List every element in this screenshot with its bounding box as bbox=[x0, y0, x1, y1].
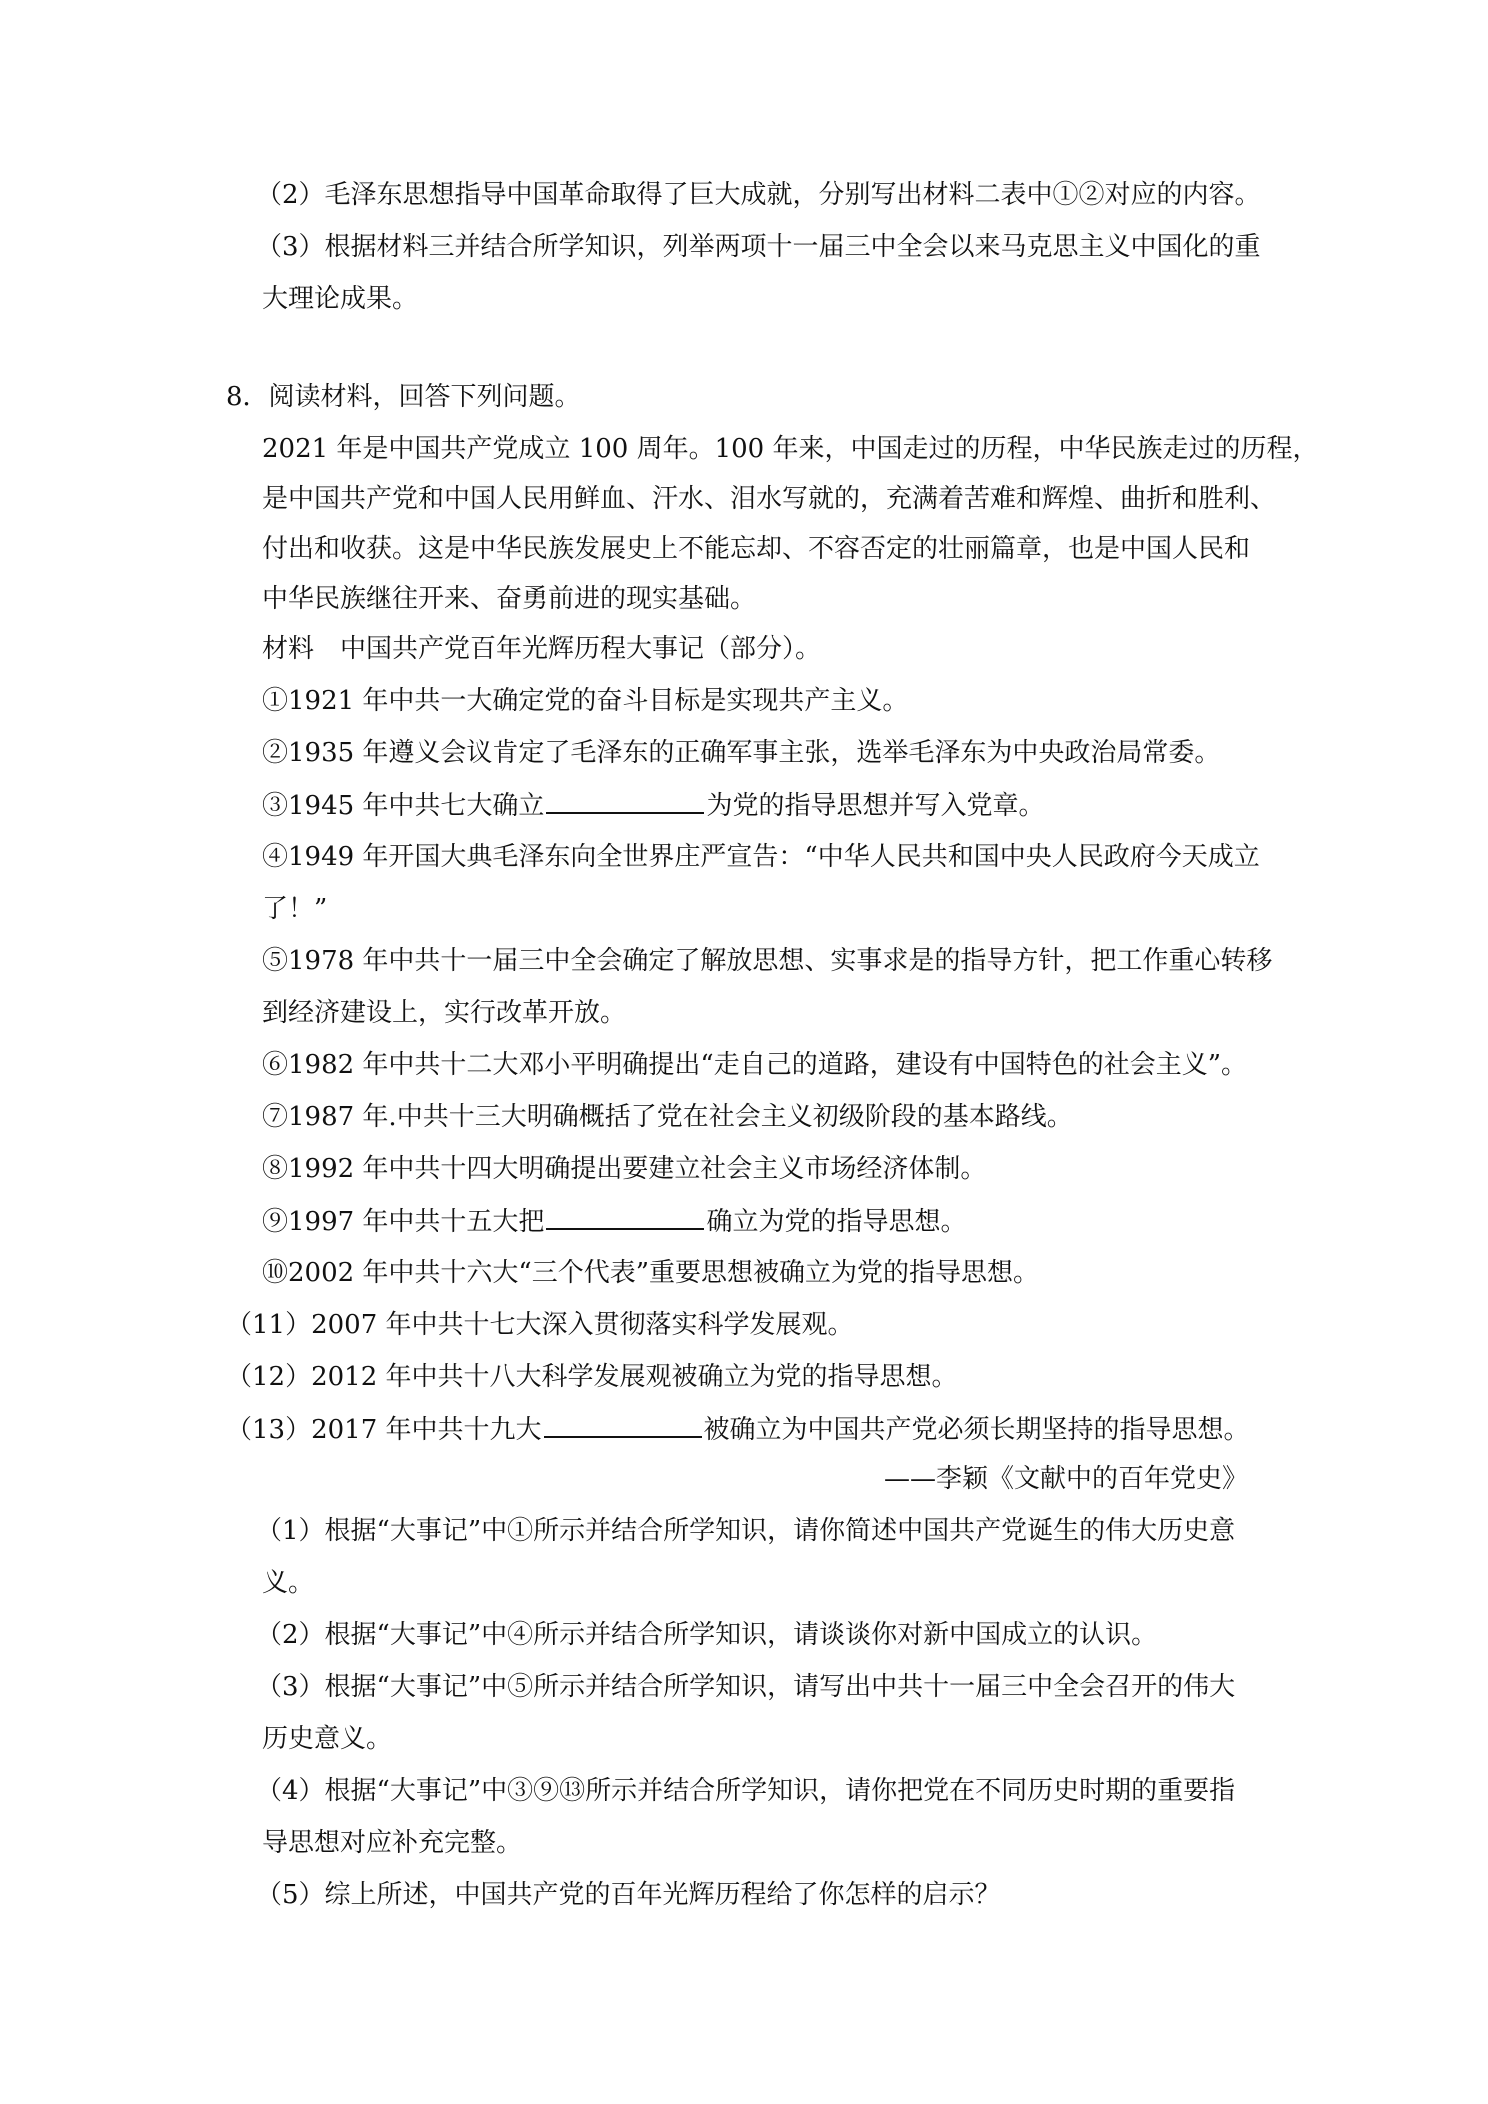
event-9-after: 确立为党的指导思想。 bbox=[706, 1207, 967, 1237]
event-4-line1: ④1949 年开国大典毛泽东向全世界庄严宣告：“中华人民共和国中央人民政府今天成立 bbox=[262, 842, 1260, 872]
fill-blank-9[interactable] bbox=[546, 1204, 704, 1230]
intro-line-4: 中华民族继往开来、奋勇前进的现实基础。 bbox=[262, 584, 757, 614]
event-8: ⑧1992 年中共十四大明确提出要建立社会主义市场经济体制。 bbox=[262, 1154, 987, 1184]
question-8-heading: 8．阅读材料，回答下列问题。 bbox=[226, 382, 581, 412]
material-title: 材料 中国共产党百年光辉历程大事记（部分）。 bbox=[262, 634, 822, 664]
event-13-after: 被确立为中国共产党必须长期坚持的指导思想。 bbox=[703, 1415, 1250, 1445]
subquestion-3-line2: 历史意义。 bbox=[262, 1724, 393, 1754]
event-10: ⑩2002 年中共十六大“三个代表”重要思想被确立为党的指导思想。 bbox=[262, 1258, 1040, 1288]
event-4-line2: 了！” bbox=[262, 894, 328, 924]
subquestion-4-line2: 导思想对应补充完整。 bbox=[262, 1828, 523, 1858]
subquestion-3-line1: （3）根据“大事记”中⑤所示并结合所学知识，请写出中共十一届三中全会召开的伟大 bbox=[256, 1672, 1236, 1702]
subquestion-1-line1: （1）根据“大事记”中①所示并结合所学知识，请你简述中国共产党诞生的伟大历史意 bbox=[256, 1516, 1236, 1546]
event-2: ②1935 年遵义会议肯定了毛泽东的正确军事主张，选举毛泽东为中央政治局常委。 bbox=[262, 738, 1221, 768]
event-3 bbox=[262, 788, 1044, 823]
subquestion-5: （5）综上所述，中国共产党的百年光辉历程给了你怎样的启示？ bbox=[256, 1880, 1001, 1910]
source-attribution: ——李颖《文献中的百年党史》 bbox=[883, 1464, 1248, 1494]
subquestion-1-line2: 义。 bbox=[262, 1568, 315, 1598]
event-6: ⑥1982 年中共十二大邓小平明确提出“走自己的道路，建设有中国特色的社会主义”。 bbox=[262, 1050, 1248, 1080]
subquestion-4-line1: （4）根据“大事记”中③⑨⑬所示并结合所学知识，请你把党在不同历史时期的重要指 bbox=[256, 1776, 1236, 1806]
intro-line-2: 是中国共产党和中国人民用鲜血、汗水、泪水写就的，充满着苦难和辉煌、曲折和胜利、 bbox=[262, 484, 1277, 514]
event-9 bbox=[262, 1204, 966, 1239]
fill-blank-3[interactable] bbox=[546, 788, 704, 814]
subquestion-2: （2）根据“大事记”中④所示并结合所学知识，请谈谈你对新中国成立的认识。 bbox=[256, 1620, 1158, 1650]
fill-blank-13[interactable] bbox=[544, 1412, 702, 1438]
event-3-before: ③1945 年中共七大确立 bbox=[262, 791, 545, 821]
event-13-before: （13）2017 年中共十九大 bbox=[226, 1415, 542, 1445]
prev-subquestion-3-line1: （3）根据材料三并结合所学知识，列举两项十一届三中全会以来马克思主义中国化的重 bbox=[256, 232, 1261, 262]
prev-subquestion-3-line2: 大理论成果。 bbox=[262, 284, 419, 314]
event-5-line2: 到经济建设上，实行改革开放。 bbox=[262, 998, 627, 1028]
prev-subquestion-2: （2）毛泽东思想指导中国革命取得了巨大成就，分别写出材料二表中①②对应的内容。 bbox=[256, 180, 1261, 210]
event-12: （12）2012 年中共十八大科学发展观被确立为党的指导思想。 bbox=[226, 1362, 958, 1392]
intro-line-3: 付出和收获。这是中华民族发展史上不能忘却、不容否定的壮丽篇章，也是中国人民和 bbox=[262, 534, 1251, 564]
event-1: ①1921 年中共一大确定党的奋斗目标是实现共产主义。 bbox=[262, 686, 909, 716]
event-11: （11）2007 年中共十七大深入贯彻落实科学发展观。 bbox=[226, 1310, 854, 1340]
intro-line-1: 2021 年是中国共产党成立 100 周年。100 年来，中国走过的历程，中华民族走过的历程， bbox=[262, 434, 1319, 464]
event-3-after: 为党的指导思想并写入党章。 bbox=[706, 791, 1045, 821]
event-13 bbox=[226, 1412, 1250, 1447]
event-5-line1: ⑤1978 年中共十一届三中全会确定了解放思想、实事求是的指导方针，把工作重心转移 bbox=[262, 946, 1273, 976]
event-9-before: ⑨1997 年中共十五大把 bbox=[262, 1207, 545, 1237]
event-7: ⑦1987 年.中共十三大明确概括了党在社会主义初级阶段的基本路线。 bbox=[262, 1102, 1073, 1132]
